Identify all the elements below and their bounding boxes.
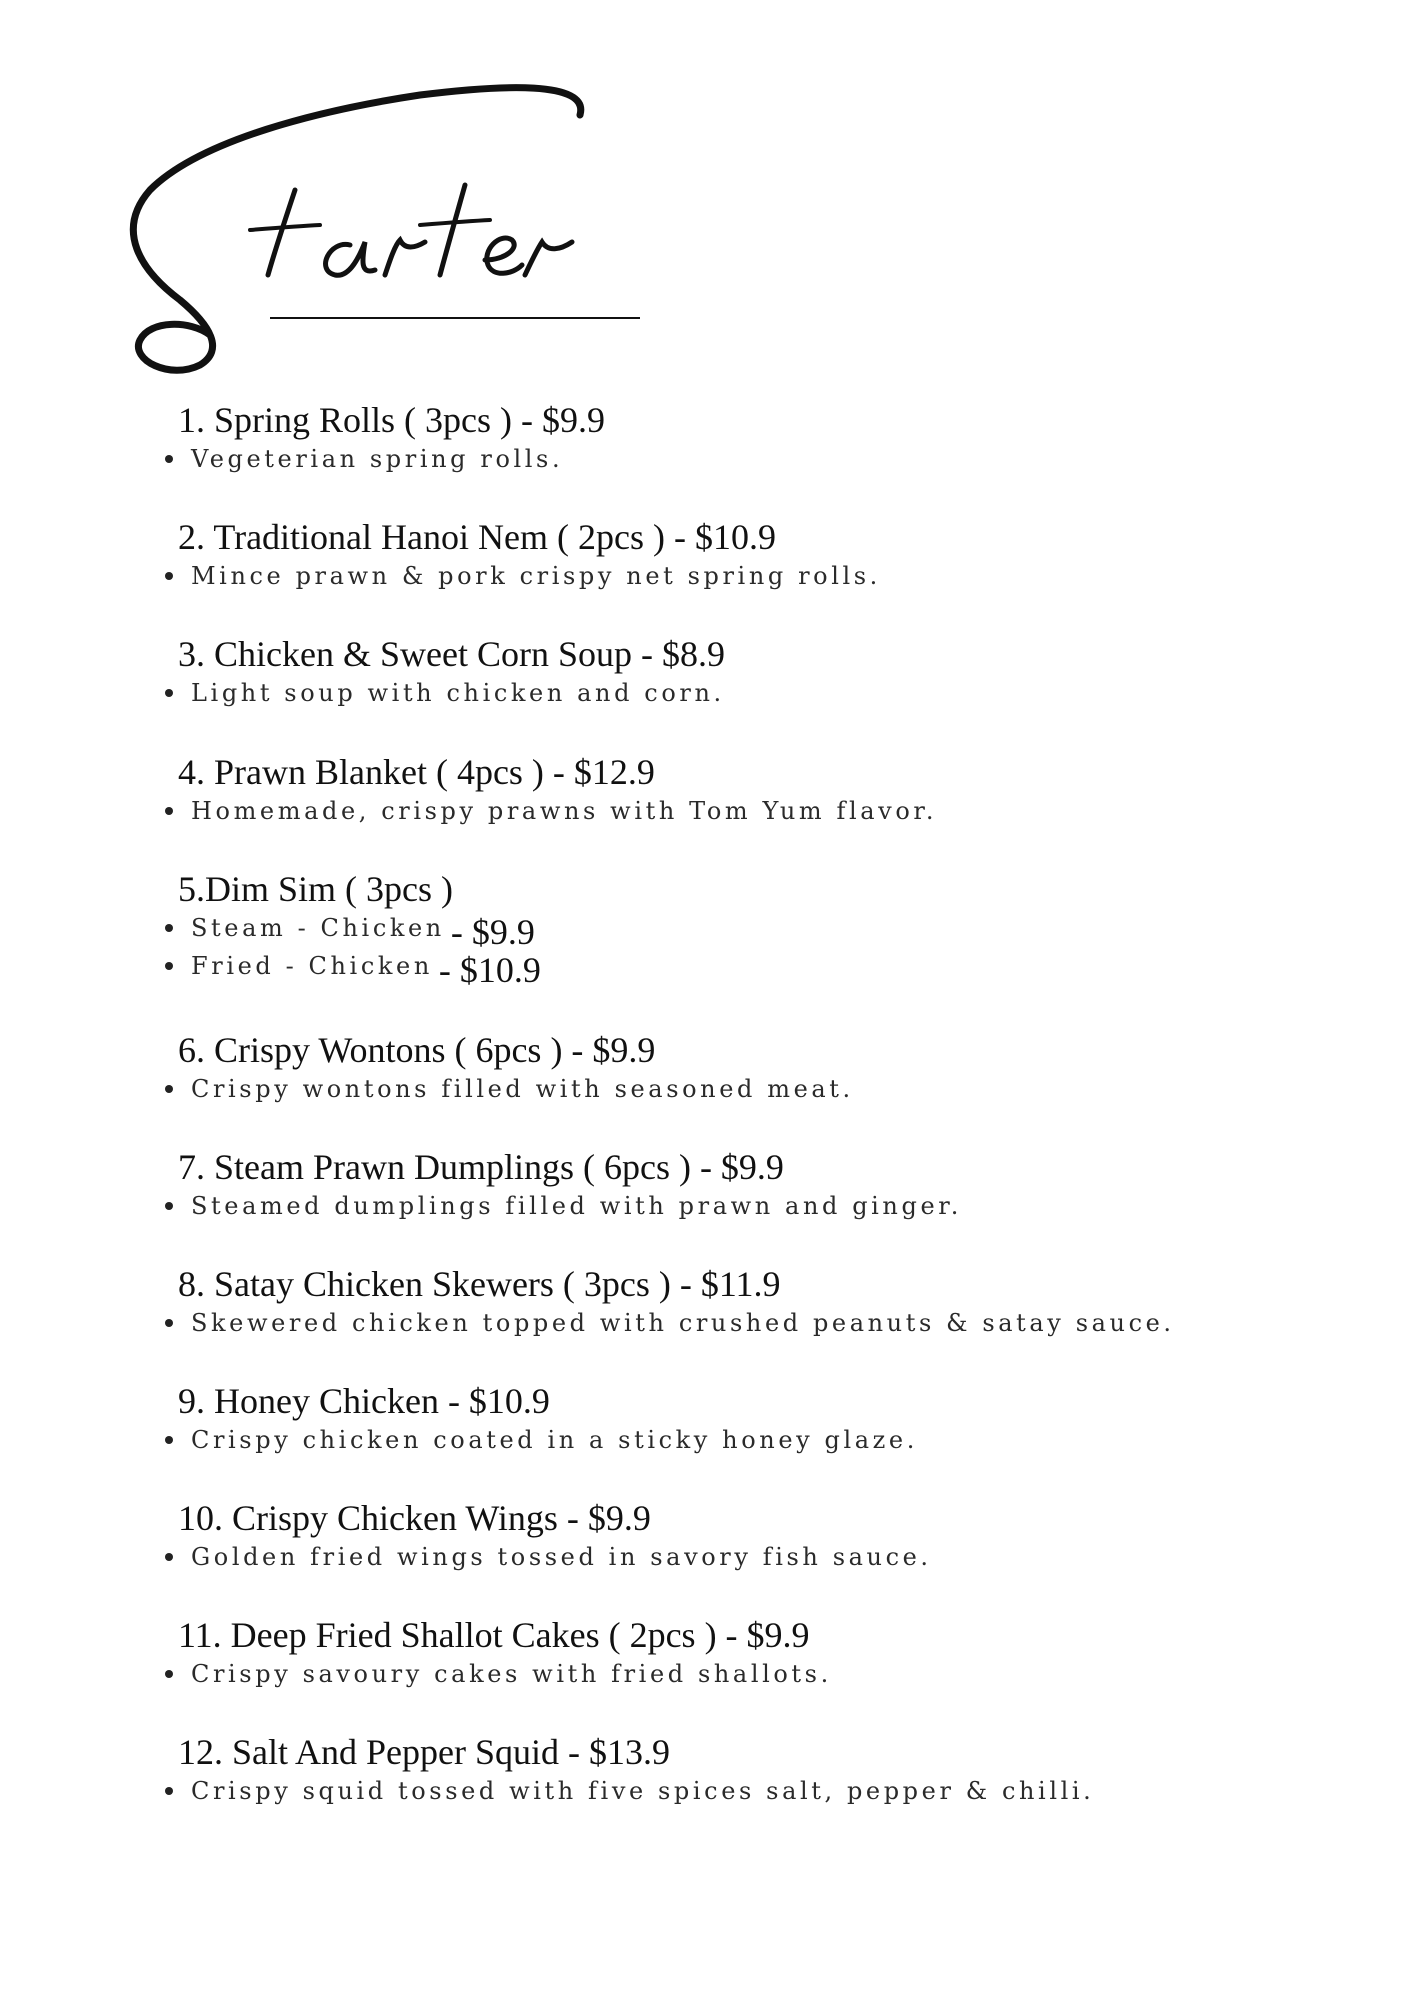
menu-item	[165, 1732, 1094, 1810]
bullet-icon	[165, 807, 173, 815]
bullet-icon	[165, 1553, 173, 1561]
bullet-icon	[165, 1670, 173, 1678]
menu-item-title: 5.Dim Sim ( 3pcs )	[178, 869, 453, 909]
menu-item	[165, 517, 881, 595]
menu-option-label: Fried - Chicken	[191, 952, 433, 980]
bullet-icon	[165, 1202, 173, 1210]
bullet-icon	[165, 572, 173, 580]
menu-item	[165, 634, 725, 712]
menu-item-title: 1. Spring Rolls ( 3pcs ) - $9.9	[178, 400, 605, 440]
bullet-icon	[165, 962, 173, 970]
menu-item-description: Crispy squid tossed with five spices salt, pepper & chilli.	[191, 1777, 1095, 1805]
menu-item-description: Light soup with chicken and corn.	[191, 679, 725, 707]
script-title-graphic	[120, 70, 680, 370]
menu-item	[165, 1147, 962, 1225]
bullet-icon	[165, 924, 173, 932]
menu-item-description: Golden fried wings tossed in savory fish sauce.	[191, 1543, 932, 1571]
menu-item-title: 2. Traditional Hanoi Nem ( 2pcs ) - $10.9	[178, 517, 776, 557]
menu-item-description: Crispy savoury cakes with fried shallots.	[191, 1660, 832, 1688]
menu-item-description: Skewered chicken topped with crushed peanuts & satay sauce.	[191, 1309, 1175, 1337]
menu-item-description: Mince prawn & pork crispy net spring rolls.	[191, 562, 881, 590]
menu-item-title: 3. Chicken & Sweet Corn Soup - $8.9	[178, 634, 725, 674]
menu-item-description: Steamed dumplings filled with prawn and ginger.	[191, 1192, 962, 1220]
menu-item-description: Homemade, crispy prawns with Tom Yum flavor.	[191, 797, 938, 825]
menu-item	[165, 1264, 1175, 1342]
bullet-icon	[165, 455, 173, 463]
menu-item	[165, 869, 541, 990]
menu-item-title: 10. Crispy Chicken Wings - $9.9	[178, 1498, 651, 1538]
menu-item	[165, 1381, 918, 1459]
menu-item-description: Crispy wontons filled with seasoned meat.	[191, 1075, 854, 1103]
menu-option-price: - $10.9	[438, 950, 541, 990]
bullet-icon	[165, 1787, 173, 1795]
menu-item-description: Vegeterian spring rolls.	[191, 445, 564, 473]
page-title	[120, 70, 680, 370]
bullet-icon	[165, 1436, 173, 1444]
menu-item-title: 11. Deep Fried Shallot Cakes ( 2pcs ) - $9.9	[178, 1615, 810, 1655]
menu-item-title: 12. Salt And Pepper Squid - $13.9	[178, 1732, 670, 1772]
bullet-icon	[165, 1085, 173, 1093]
menu-item-description: Crispy chicken coated in a sticky honey glaze.	[191, 1426, 918, 1454]
menu-item	[165, 1030, 854, 1108]
menu-item	[165, 400, 605, 478]
menu-item	[165, 752, 937, 830]
menu-item	[165, 1498, 932, 1576]
menu-item-title: 6. Crispy Wontons ( 6pcs ) - $9.9	[178, 1030, 656, 1070]
menu-item-title: 7. Steam Prawn Dumplings ( 6pcs ) - $9.9	[178, 1147, 784, 1187]
menu-item-title: 8. Satay Chicken Skewers ( 3pcs ) - $11.9	[178, 1264, 781, 1304]
menu-item	[165, 1615, 832, 1693]
menu-option-price: - $9.9	[450, 912, 535, 952]
bullet-icon	[165, 689, 173, 697]
menu-item-title: 4. Prawn Blanket ( 4pcs ) - $12.9	[178, 752, 655, 792]
menu-item-title: 9. Honey Chicken - $10.9	[178, 1381, 550, 1421]
bullet-icon	[165, 1319, 173, 1327]
menu-option-label: Steam - Chicken	[191, 914, 445, 942]
